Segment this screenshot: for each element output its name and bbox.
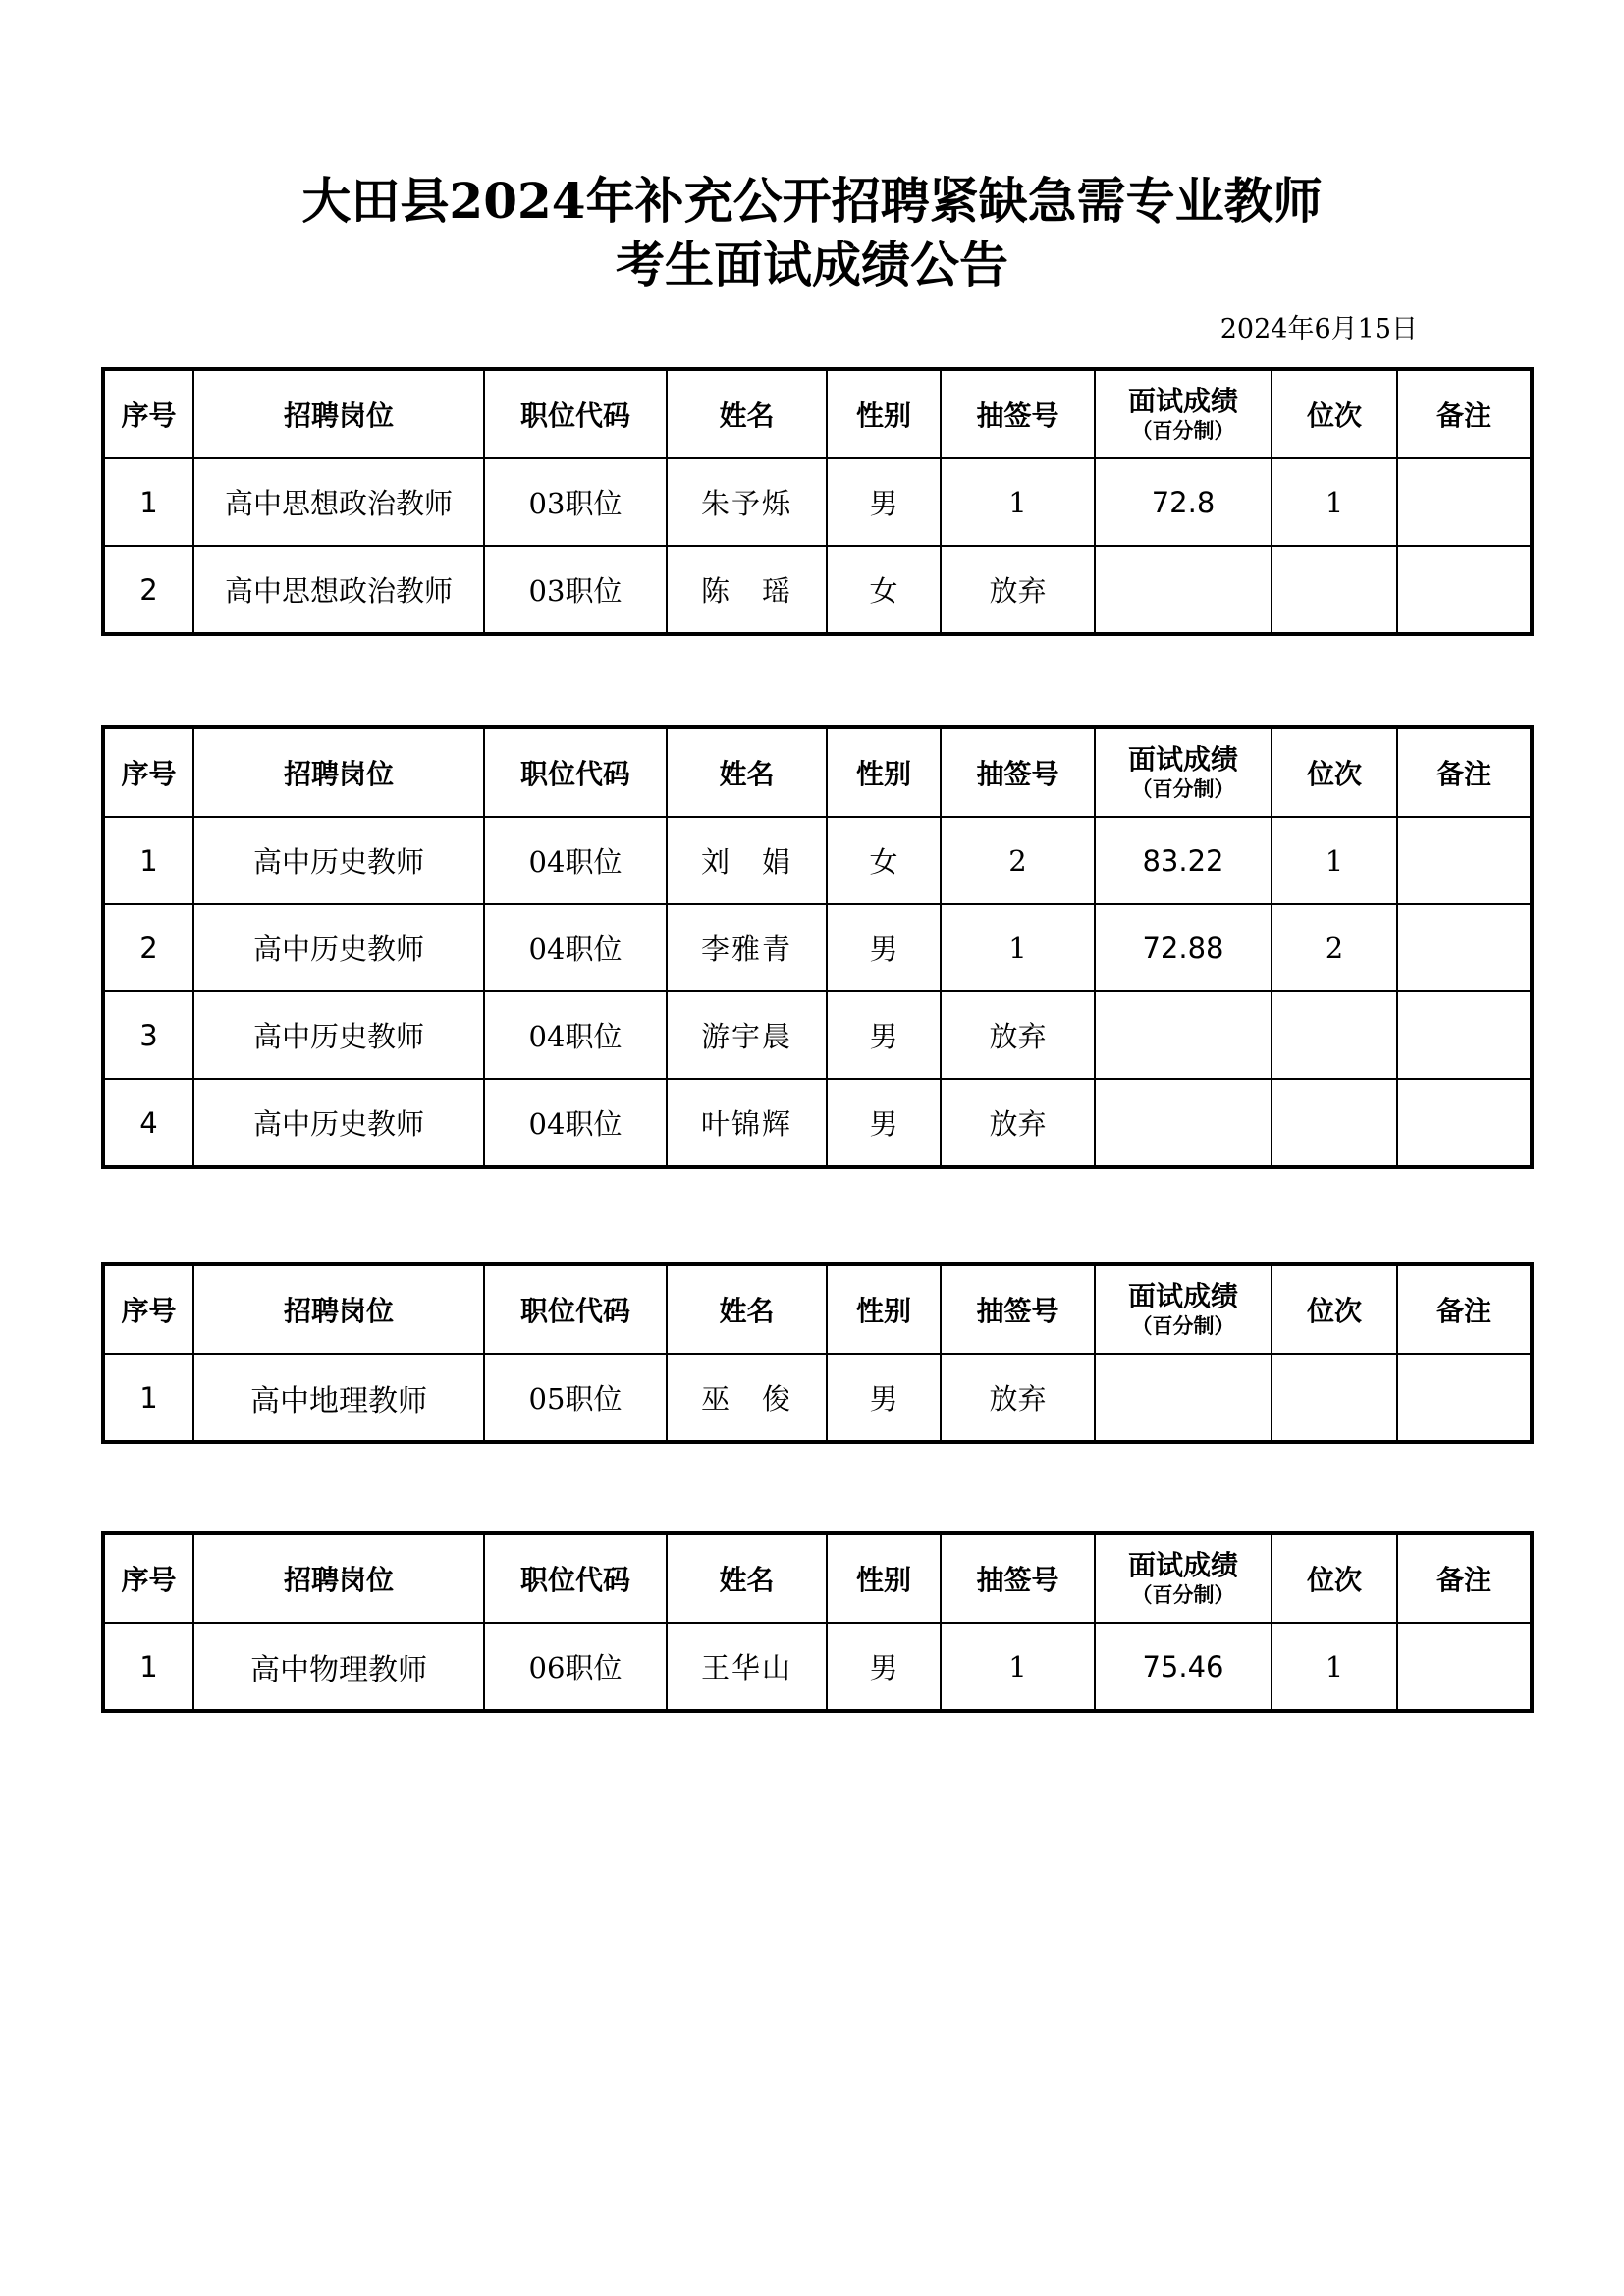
table-row: [103, 991, 1532, 1079]
header-lot: 抽签号: [941, 369, 1095, 458]
score-table-1: [101, 367, 1534, 636]
cell-score: 83.22: [1095, 817, 1272, 904]
header-name: 姓名: [667, 1264, 827, 1354]
table-header-row: [103, 1264, 1532, 1354]
cell-lot: 放弃: [941, 546, 1095, 634]
header-seq: 序号: [103, 1533, 193, 1623]
cell-code: 04职位: [484, 817, 667, 904]
header-gender: 性别: [827, 727, 941, 817]
header-note: 备注: [1397, 727, 1532, 817]
cell-rank: [1272, 991, 1397, 1079]
cell-rank: 2: [1272, 904, 1397, 991]
cell-seq: 1: [103, 817, 193, 904]
announcement-date: 2024年6月15日: [1219, 314, 1418, 345]
header-post: 招聘岗位: [193, 727, 484, 817]
header-rank: 位次: [1272, 1264, 1397, 1354]
score-table-3: [101, 1262, 1534, 1444]
cell-lot: 1: [941, 458, 1095, 546]
header-score-sub: （百分制）: [1131, 1583, 1235, 1607]
cell-note: [1397, 1623, 1532, 1711]
header-seq: 序号: [103, 369, 193, 458]
cell-post: 高中历史教师: [193, 904, 484, 991]
cell-code: 04职位: [484, 1079, 667, 1167]
cell-score: [1095, 991, 1272, 1079]
cell-note: [1397, 991, 1532, 1079]
cell-score: [1095, 1079, 1272, 1167]
cell-name: 王华山: [667, 1623, 827, 1711]
table-row: [103, 458, 1532, 546]
document-title-line2: 考生面试成绩公告: [616, 236, 1008, 294]
cell-note: [1397, 546, 1532, 634]
header-note: 备注: [1397, 369, 1532, 458]
cell-code: 03职位: [484, 546, 667, 634]
header-seq: 序号: [103, 1264, 193, 1354]
header-code: 职位代码: [484, 1264, 667, 1354]
cell-score: 72.8: [1095, 458, 1272, 546]
cell-lot: 1: [941, 904, 1095, 991]
cell-code: 06职位: [484, 1623, 667, 1711]
cell-note: [1397, 1079, 1532, 1167]
header-seq: 序号: [103, 727, 193, 817]
header-gender: 性别: [827, 1533, 941, 1623]
header-score-label: 面试成绩: [1127, 1280, 1238, 1312]
cell-score: [1095, 546, 1272, 634]
header-score-sub: （百分制）: [1131, 1314, 1235, 1338]
cell-note: [1397, 817, 1532, 904]
cell-gender: 女: [827, 817, 941, 904]
cell-gender: 男: [827, 904, 941, 991]
cell-post: 高中思想政治教师: [193, 546, 484, 634]
cell-code: 04职位: [484, 904, 667, 991]
header-name: 姓名: [667, 727, 827, 817]
header-score-sub: （百分制）: [1131, 777, 1235, 801]
header-note: 备注: [1397, 1533, 1532, 1623]
header-score: [1095, 727, 1272, 817]
cell-code: 03职位: [484, 458, 667, 546]
cell-rank: [1272, 546, 1397, 634]
header-code: 职位代码: [484, 727, 667, 817]
cell-name: 巫 俊: [667, 1354, 827, 1442]
table-header-row: [103, 727, 1532, 817]
cell-lot: 放弃: [941, 991, 1095, 1079]
header-rank: 位次: [1272, 727, 1397, 817]
header-score: [1095, 1533, 1272, 1623]
header-name: 姓名: [667, 1533, 827, 1623]
header-rank: 位次: [1272, 369, 1397, 458]
cell-rank: 1: [1272, 817, 1397, 904]
cell-lot: 1: [941, 1623, 1095, 1711]
cell-gender: 男: [827, 458, 941, 546]
score-table-2: [101, 725, 1534, 1169]
cell-note: [1397, 458, 1532, 546]
table-header-row: [103, 369, 1532, 458]
table-row: [103, 817, 1532, 904]
cell-note: [1397, 1354, 1532, 1442]
cell-post: 高中历史教师: [193, 991, 484, 1079]
header-gender: 性别: [827, 1264, 941, 1354]
score-table-4: [101, 1531, 1534, 1713]
header-lot: 抽签号: [941, 1264, 1095, 1354]
cell-rank: 1: [1272, 1623, 1397, 1711]
cell-note: [1397, 904, 1532, 991]
cell-seq: 1: [103, 1623, 193, 1711]
document-title-line1: 大田县2024年补充公开招聘紧缺急需专业教师: [301, 172, 1323, 230]
header-score-label: 面试成绩: [1127, 1549, 1238, 1581]
table-row: [103, 904, 1532, 991]
cell-name: 叶锦辉: [667, 1079, 827, 1167]
cell-score: [1095, 1354, 1272, 1442]
header-code: 职位代码: [484, 369, 667, 458]
cell-post: 高中地理教师: [193, 1354, 484, 1442]
header-score-sub: （百分制）: [1131, 419, 1235, 443]
cell-lot: 2: [941, 817, 1095, 904]
cell-code: 05职位: [484, 1354, 667, 1442]
cell-seq: 3: [103, 991, 193, 1079]
cell-name: 李雅青: [667, 904, 827, 991]
cell-seq: 4: [103, 1079, 193, 1167]
table-row: [103, 1354, 1532, 1442]
cell-post: 高中历史教师: [193, 1079, 484, 1167]
cell-score: 72.88: [1095, 904, 1272, 991]
cell-name: 刘 娟: [667, 817, 827, 904]
header-code: 职位代码: [484, 1533, 667, 1623]
cell-score: 75.46: [1095, 1623, 1272, 1711]
cell-rank: [1272, 1079, 1397, 1167]
cell-code: 04职位: [484, 991, 667, 1079]
cell-name: 朱予烁: [667, 458, 827, 546]
cell-post: 高中思想政治教师: [193, 458, 484, 546]
header-score-label: 面试成绩: [1127, 743, 1238, 775]
header-lot: 抽签号: [941, 1533, 1095, 1623]
cell-seq: 1: [103, 1354, 193, 1442]
cell-name: 陈 瑶: [667, 546, 827, 634]
cell-gender: 男: [827, 1354, 941, 1442]
cell-rank: 1: [1272, 458, 1397, 546]
cell-lot: 放弃: [941, 1354, 1095, 1442]
table-row: [103, 1623, 1532, 1711]
cell-post: 高中物理教师: [193, 1623, 484, 1711]
header-score-label: 面试成绩: [1127, 385, 1238, 417]
cell-seq: 2: [103, 904, 193, 991]
table-header-row: [103, 1533, 1532, 1623]
cell-gender: 女: [827, 546, 941, 634]
cell-post: 高中历史教师: [193, 817, 484, 904]
header-post: 招聘岗位: [193, 1533, 484, 1623]
cell-seq: 2: [103, 546, 193, 634]
header-post: 招聘岗位: [193, 369, 484, 458]
cell-gender: 男: [827, 1623, 941, 1711]
table-row: [103, 1079, 1532, 1167]
cell-name: 游宇晨: [667, 991, 827, 1079]
table-row: [103, 546, 1532, 634]
header-lot: 抽签号: [941, 727, 1095, 817]
cell-rank: [1272, 1354, 1397, 1442]
header-post: 招聘岗位: [193, 1264, 484, 1354]
header-name: 姓名: [667, 369, 827, 458]
header-score: [1095, 369, 1272, 458]
cell-seq: 1: [103, 458, 193, 546]
cell-lot: 放弃: [941, 1079, 1095, 1167]
header-gender: 性别: [827, 369, 941, 458]
header-note: 备注: [1397, 1264, 1532, 1354]
cell-gender: 男: [827, 1079, 941, 1167]
cell-gender: 男: [827, 991, 941, 1079]
header-rank: 位次: [1272, 1533, 1397, 1623]
header-score: [1095, 1264, 1272, 1354]
